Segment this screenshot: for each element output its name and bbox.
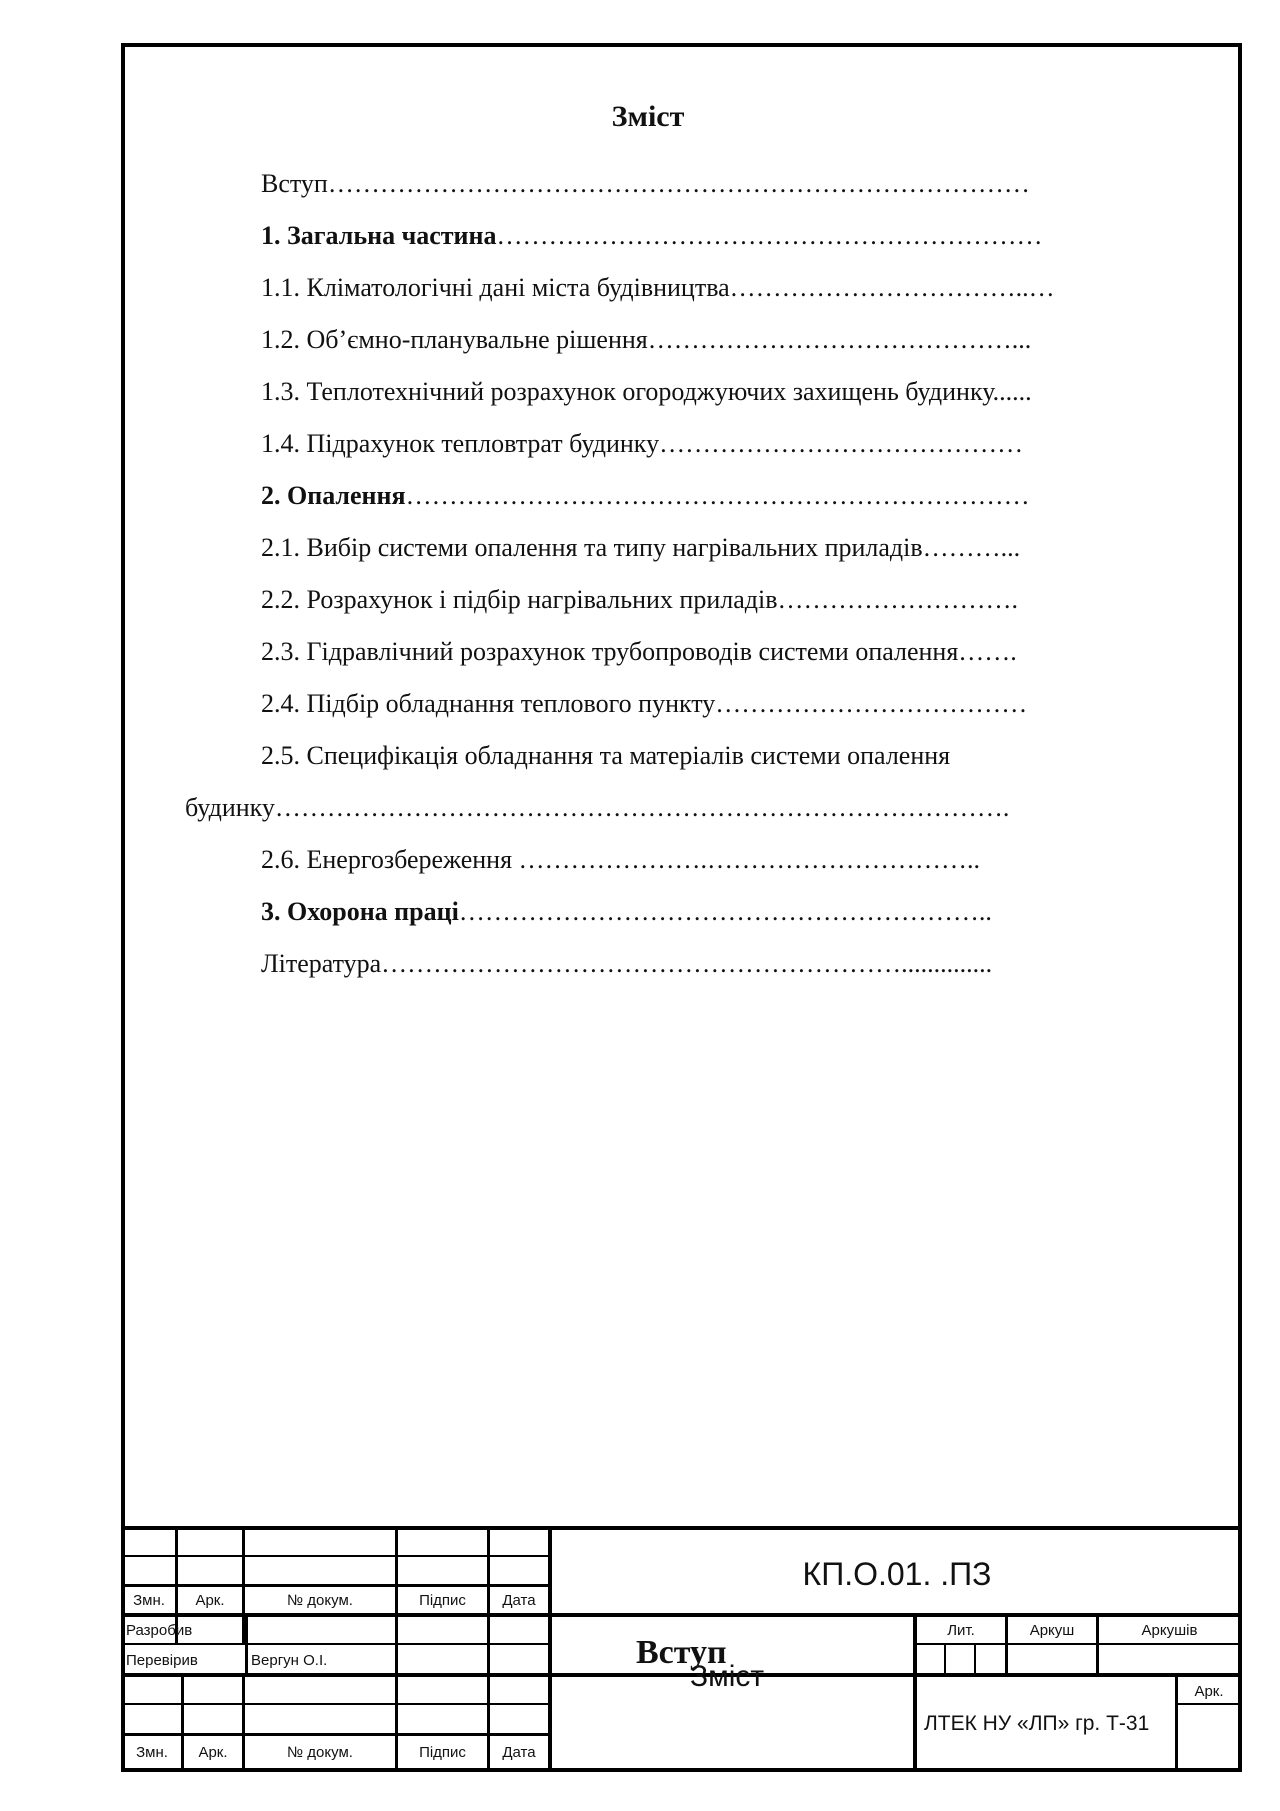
checked-label: Перевірив [126, 1652, 198, 1669]
header-signature: Підпис [419, 1592, 466, 1609]
checked-name: Вергун О.І. [251, 1652, 328, 1669]
stamp-row-line [121, 1673, 1242, 1677]
footer-date: Дата [502, 1744, 536, 1761]
stamp-col-line [487, 1526, 490, 1772]
stamp-col-line [395, 1526, 398, 1772]
toc-item: будинку…………………………………………………………………………. [185, 793, 1010, 822]
toc-item: 3. Охорона праці…………………………………………………….. [261, 897, 992, 926]
lit-label: Лит. [947, 1622, 975, 1639]
toc-item: 2.2. Розрахунок і підбір нагрівальних приладів………………………. [261, 585, 1018, 614]
toc-item: Література…………………………………………………….............. [261, 949, 993, 978]
stamp-top-line [121, 1526, 1242, 1530]
toc-item: 1.4. Підрахунок тепловтрат будинку…………………………………… [261, 429, 1024, 458]
toc-item: 1.3. Теплотехнічний розрахунок огороджуючих захищень будинку...... [261, 377, 1032, 406]
sheet-label: Аркуш [1029, 1622, 1075, 1639]
toc-item: 2.5. Специфікація обладнання та матеріалів системи опалення [261, 741, 951, 770]
stamp-col-line [944, 1643, 946, 1673]
header-date: Дата [502, 1592, 536, 1609]
header-zmn: Змн. [133, 1592, 165, 1609]
stamp-col-line [974, 1643, 976, 1673]
toc-item: 1. Загальна частина……………………………………………………… [261, 221, 1043, 250]
organization: ЛТЕК НУ «ЛП» гр. Т-31 [924, 1712, 1150, 1735]
sheet-title-main: Вступ [636, 1634, 727, 1671]
toc-item: 2.4. Підбір обладнання теплового пункту……………………………… [261, 689, 1028, 718]
toc-item: 1.1. Кліматологічні дані міста будівництва……………………………..… [261, 273, 1055, 302]
sheet-title-overlay: Зміст [690, 1660, 765, 1693]
toc-item: 2.1. Вибір системи опалення та типу нагрівальних приладів………... [261, 533, 1021, 562]
footer-signature: Підпис [419, 1744, 466, 1761]
document-code: КП.О.01. .ПЗ [802, 1556, 992, 1592]
ark-label: Арк. [1194, 1683, 1224, 1700]
header-ark: Арк. [195, 1592, 225, 1609]
stamp-col-line [245, 1613, 248, 1673]
toc-item: 1.2. Об’ємно-планувальне рішення……………………………………... [261, 325, 1032, 354]
toc-item: 2. Опалення……………………………………………………………… [261, 481, 1030, 510]
developed-label: Разробив [126, 1622, 193, 1639]
stamp-right-row-line [913, 1643, 1240, 1645]
toc-item: 2.3. Гідравлічний розрахунок трубопроводів системи опалення……. [261, 637, 1017, 666]
toc-item: 2.6. Енергозбереження ………………….………………………….. [261, 845, 981, 874]
stamp-mid-line [121, 1613, 1242, 1617]
toc-item: Вступ……………………………………………………………………… [261, 169, 1030, 198]
table-of-contents [185, 158, 1185, 990]
footer-doc-no: № докум. [287, 1744, 353, 1761]
stamp-right-row-line [1175, 1703, 1240, 1705]
page-title: Зміст [611, 100, 685, 133]
footer-zmn: Змн. [136, 1744, 168, 1761]
sheets-label: Аркушів [1141, 1622, 1198, 1639]
header-doc-no: № докум. [287, 1592, 353, 1609]
footer-ark: Арк. [198, 1744, 228, 1761]
